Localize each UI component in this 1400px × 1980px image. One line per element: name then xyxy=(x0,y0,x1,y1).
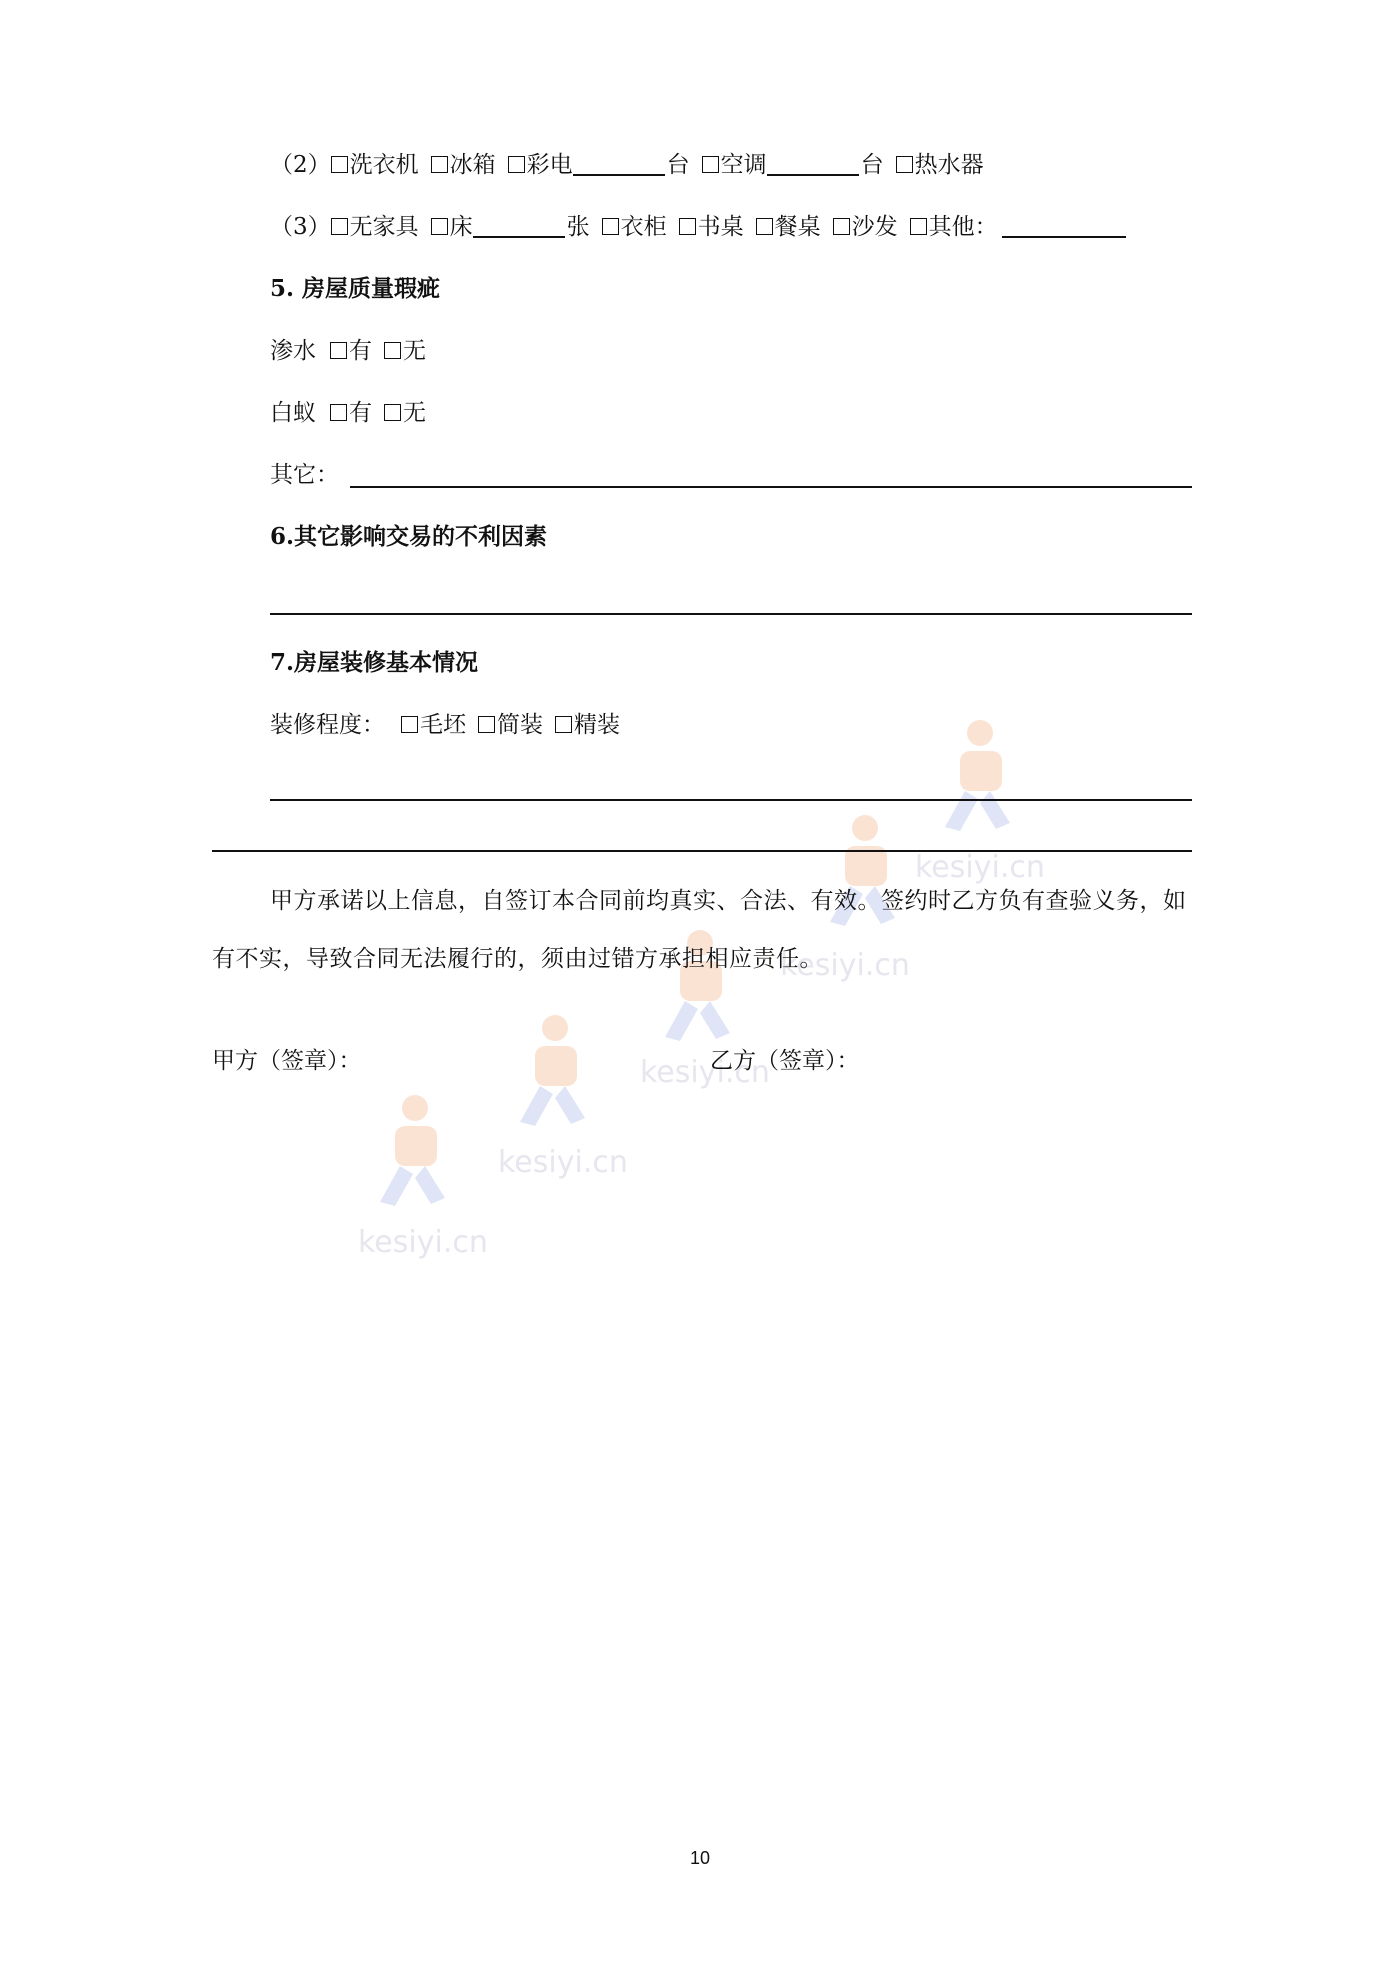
defect-other-field[interactable] xyxy=(350,486,1192,488)
desk-checkbox[interactable] xyxy=(679,218,696,235)
tv-label: 彩电 xyxy=(526,152,573,178)
adverse-factors-field[interactable] xyxy=(270,613,1192,615)
party-a-signature-label: 甲方（签章）： xyxy=(212,1048,362,1074)
leak-label: 渗水 xyxy=(270,338,316,364)
leak-yes-checkbox[interactable] xyxy=(330,342,347,359)
ac-checkbox[interactable] xyxy=(702,156,719,173)
termite-yes-label: 有 xyxy=(349,400,372,426)
dining-label: 餐桌 xyxy=(774,214,821,240)
termite-no-label: 无 xyxy=(403,400,426,426)
furniture-line xyxy=(270,212,1126,242)
watermark-figure xyxy=(495,1010,605,1146)
simple-label: 简装 xyxy=(497,712,543,738)
party-b-signature-label: 乙方（签章）： xyxy=(710,1048,860,1074)
other-furniture-checkbox[interactable] xyxy=(910,218,927,235)
ac-unit: 台 xyxy=(860,152,884,178)
watermark-text: kesiyi.cn xyxy=(640,1055,770,1090)
ac-count-field[interactable] xyxy=(767,152,859,176)
section-divider xyxy=(212,850,1192,852)
sofa-checkbox[interactable] xyxy=(833,218,850,235)
appliances-prefix: （2） xyxy=(270,152,331,178)
tv-count-field[interactable] xyxy=(573,152,665,176)
defect-other-label: 其它： xyxy=(270,462,339,488)
heater-checkbox[interactable] xyxy=(896,156,913,173)
simple-checkbox[interactable] xyxy=(478,716,495,733)
washer-label: 洗衣机 xyxy=(349,152,419,178)
heater-label: 热水器 xyxy=(914,152,984,178)
no-furniture-checkbox[interactable] xyxy=(331,218,348,235)
wardrobe-checkbox[interactable] xyxy=(602,218,619,235)
bed-unit: 张 xyxy=(566,214,590,240)
other-furniture-label: 其他： xyxy=(928,214,998,240)
other-furniture-field[interactable] xyxy=(1002,214,1126,238)
watermark-text: kesiyi.cn xyxy=(780,948,910,983)
renovation-notes-field[interactable] xyxy=(270,799,1192,801)
watermark-figure xyxy=(920,715,1030,851)
fridge-checkbox[interactable] xyxy=(431,156,448,173)
fridge-label: 冰箱 xyxy=(449,152,496,178)
watermark-figure xyxy=(355,1090,465,1226)
tv-unit: 台 xyxy=(666,152,690,178)
termite-line xyxy=(270,398,426,428)
termite-no-checkbox[interactable] xyxy=(384,404,401,421)
bed-count-field[interactable] xyxy=(473,214,565,238)
watermark-text: kesiyi.cn xyxy=(358,1225,488,1260)
section5-heading: 5. 房屋质量瑕疵 xyxy=(270,275,441,302)
leak-yes-label: 有 xyxy=(349,338,372,364)
furniture-prefix: （3） xyxy=(270,214,331,240)
termite-yes-checkbox[interactable] xyxy=(330,404,347,421)
section7-heading: 7.房屋装修基本情况 xyxy=(270,649,479,676)
page-number: 10 xyxy=(689,1848,711,1868)
bed-label: 床 xyxy=(449,214,473,240)
bed-checkbox[interactable] xyxy=(431,218,448,235)
desk-label: 书桌 xyxy=(697,214,744,240)
watermark-text: kesiyi.cn xyxy=(498,1145,628,1180)
watermark-text: kesiyi.cn xyxy=(915,850,1045,885)
rough-label: 毛坯 xyxy=(420,712,466,738)
promise-paragraph: 甲方承诺以上信息，自签订本合同前均真实、合法、有效。签约时乙方负有查验义务，如有不实，导致合同无法履行的，须由过错方承担相应责任。 xyxy=(212,888,1187,972)
dining-checkbox[interactable] xyxy=(756,218,773,235)
leak-no-label: 无 xyxy=(403,338,426,364)
no-furniture-label: 无家具 xyxy=(349,214,419,240)
rough-checkbox[interactable] xyxy=(401,716,418,733)
leak-line xyxy=(270,336,426,366)
ac-label: 空调 xyxy=(720,152,767,178)
fine-checkbox[interactable] xyxy=(555,716,572,733)
renovation-level-label: 装修程度： xyxy=(270,712,385,738)
sofa-label: 沙发 xyxy=(851,214,898,240)
wardrobe-label: 衣柜 xyxy=(620,214,667,240)
section6-heading: 6.其它影响交易的不利因素 xyxy=(270,523,548,550)
tv-checkbox[interactable] xyxy=(508,156,525,173)
renovation-level-line xyxy=(270,710,620,740)
appliances-line xyxy=(270,150,984,180)
washer-checkbox[interactable] xyxy=(331,156,348,173)
leak-no-checkbox[interactable] xyxy=(384,342,401,359)
termite-label: 白蚁 xyxy=(270,400,316,426)
fine-label: 精装 xyxy=(574,712,620,738)
